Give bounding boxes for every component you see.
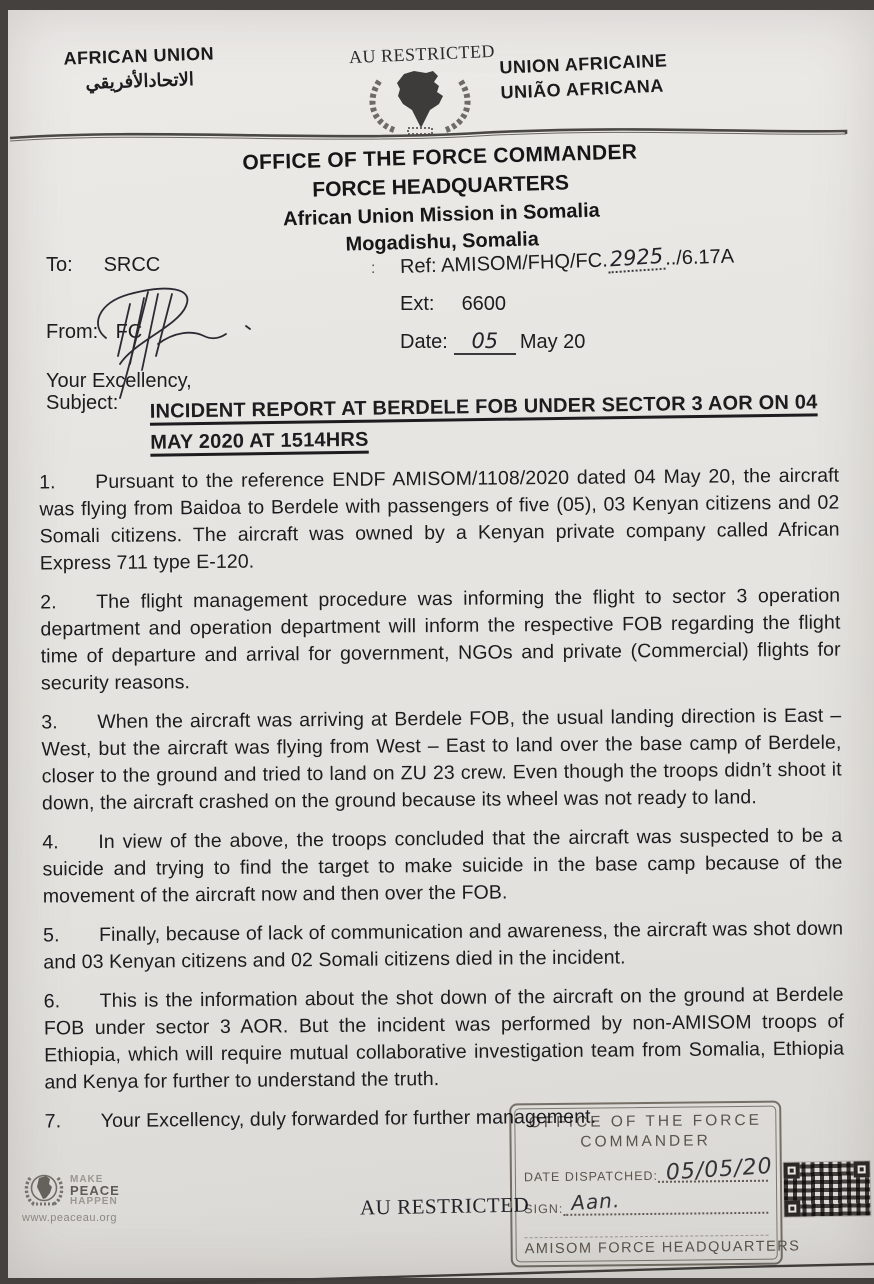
paragraph-2	[40, 583, 841, 698]
paragraph-1	[39, 463, 840, 578]
paragraph-text: The flight management procedure was informing the flight to sector 3 operation department and operation department will inform the respective FOB regarding the flight time of departure and arrival for government, NGOs and private (Commercial) flights for security reasons.	[40, 584, 841, 695]
ref-suffix: ../6.17A	[664, 245, 735, 270]
stamp-date-handwritten: 05/05/20	[665, 1153, 774, 1186]
stamp-sign-label: SIGN:	[524, 1201, 564, 1217]
qr-code	[784, 1161, 871, 1216]
paragraph-text: Finally, because of lack of communication and awareness, the aircraft was shot down and 03 Kenyan citizens and 02 Somali citizens died in the incident.	[43, 917, 844, 974]
letterhead-mission: African Union Mission in Somalia	[282, 199, 601, 231]
from-value: FC	[115, 321, 143, 343]
make-peace-happen-logo	[22, 1170, 172, 1224]
fc-signature	[86, 272, 316, 402]
subject-label: Subject:	[46, 392, 119, 414]
african-union-arabic: الاتحادالأفريقي	[85, 69, 195, 93]
peace-word-peace: PEACE	[70, 1182, 120, 1198]
document-page	[8, 10, 874, 1278]
paragraph-number: 4.	[42, 831, 59, 854]
paragraph-4	[42, 823, 843, 911]
letterhead-location: Mogadishu, Somalia	[345, 228, 540, 256]
stamp-footer: AMISOM FORCE HEADQUARTERS	[525, 1235, 769, 1260]
stray-ink-mark: :	[371, 260, 376, 277]
peace-word-happen: HAPPEN	[70, 1195, 118, 1207]
paragraph-3	[41, 703, 842, 818]
stamp-date-dotted-line	[658, 1153, 774, 1186]
peace-website-url: www.peaceau.org	[22, 1212, 117, 1224]
letterhead	[7, 134, 874, 266]
subject-text: INCIDENT REPORT AT BERDELE FOB UNDER SECTOR 3 AOR ON 04 MAY 2020 AT 1514HRS	[149, 391, 818, 454]
stamp-title-line2: COMMANDER	[580, 1132, 711, 1151]
paragraph-number: 1.	[39, 471, 56, 494]
classification-bottom: AU RESTRICTED	[359, 1192, 530, 1220]
peace-word-make: MAKE	[70, 1173, 104, 1185]
stamp-inner-border	[514, 1106, 801, 1263]
date-label: Date:	[400, 331, 448, 353]
letterhead-hq: FORCE HEADQUARTERS	[312, 171, 570, 202]
ext-label: Ext:	[400, 293, 435, 315]
peace-slogan	[70, 1174, 120, 1207]
paragraph-number: 5.	[43, 924, 60, 947]
date-line	[400, 329, 734, 355]
paragraph-text: This is the information about the shot down of the aircraft on the ground at Berdele FOB under sector 3 AOR. But the incident was performed by non-AMISOM troops of Ethiopia, which will require mutual collaborative investigation team from Somalia, Ethiopia and Kenya for further to understand the truth.	[43, 983, 845, 1094]
paragraph-5	[43, 916, 843, 977]
salutation: Your Excellency,	[46, 370, 192, 392]
qr-finder-top-left	[784, 1162, 800, 1178]
ref-label: Ref:	[399, 254, 438, 278]
qr-finder-top-right	[854, 1161, 870, 1177]
ext-value: 6600	[461, 293, 507, 315]
stamp-sign-dotted-line	[563, 1188, 768, 1216]
to-value: SRCC	[103, 254, 161, 276]
paragraph-number: 2.	[40, 591, 57, 614]
paragraph-text: Pursuant to the reference ENDF AMISOM/1108/2020 dated 04 May 20, the aircraft was flying from Baidoa to Berdele with passengers of five (05), 03 Kenyan citizens and 02 Somali citizens. The aircraft was owned by a Kenyan private company called African Express 711 type E-120.	[39, 464, 840, 575]
uniao-africana-portuguese: UNIÃO AFRICANA	[500, 75, 665, 103]
paragraph-6	[44, 982, 845, 1097]
stamp-date-label: DATE DISPATCHED:	[523, 1168, 659, 1185]
date-rest: May 20	[519, 331, 586, 353]
ref-number-handwritten: 2925	[607, 244, 666, 274]
from-label: From:	[46, 321, 99, 343]
union-africaine-title-block	[499, 50, 669, 103]
reference-block	[399, 243, 735, 368]
paragraph-number: 3.	[41, 711, 58, 734]
union-africaine-french: UNION AFRICAINE	[499, 50, 668, 78]
dispatch-stamp	[509, 1101, 801, 1268]
stamp-date-row	[523, 1153, 774, 1186]
african-union-english: AFRICAN UNION	[63, 43, 215, 69]
to-label: To:	[46, 254, 73, 276]
paragraph-text: In view of the above, the troops concluded that the aircraft was suspected to be a suicide and trying to find the target to make suicide in the base camp because of the movement of the aircraft now and then over the FOB.	[42, 824, 843, 908]
paragraph-number: 7.	[44, 1110, 62, 1133]
peace-emblem-icon	[22, 1170, 66, 1210]
stamp-sign-row	[524, 1188, 768, 1217]
letter-body	[39, 463, 845, 1148]
stamp-sign-handwritten: Aan.	[570, 1188, 621, 1216]
african-union-title-block	[63, 43, 215, 94]
classification-top: AU RESTRICTED	[348, 40, 496, 68]
ext-line	[400, 293, 734, 316]
paragraph-number: 6.	[43, 990, 61, 1013]
ref-prefix: AMISOM/FHQ/FC.	[440, 249, 609, 277]
qr-finder-bottom-left	[784, 1200, 800, 1216]
letterhead-office: OFFICE OF THE FORCE COMMANDER	[242, 140, 638, 175]
stamp-title-line1: OFFICE OF THE FORCE	[528, 1111, 763, 1132]
date-day-handwritten: 05	[454, 329, 516, 355]
paragraph-text: When the aircraft was arriving at Berdele FOB, the usual landing direction is East – West, but the aircraft was flying from West – East to land over the base camp of Berdele, closer to the ground and tried to land on ZU 23 crew. Even though the troops didn’t shoot it down, the aircraft crashed on the ground because its wheel was not ready to land.	[41, 704, 842, 815]
paragraph-text: Your Excellency, duly forwarded for further management.	[100, 1105, 597, 1132]
